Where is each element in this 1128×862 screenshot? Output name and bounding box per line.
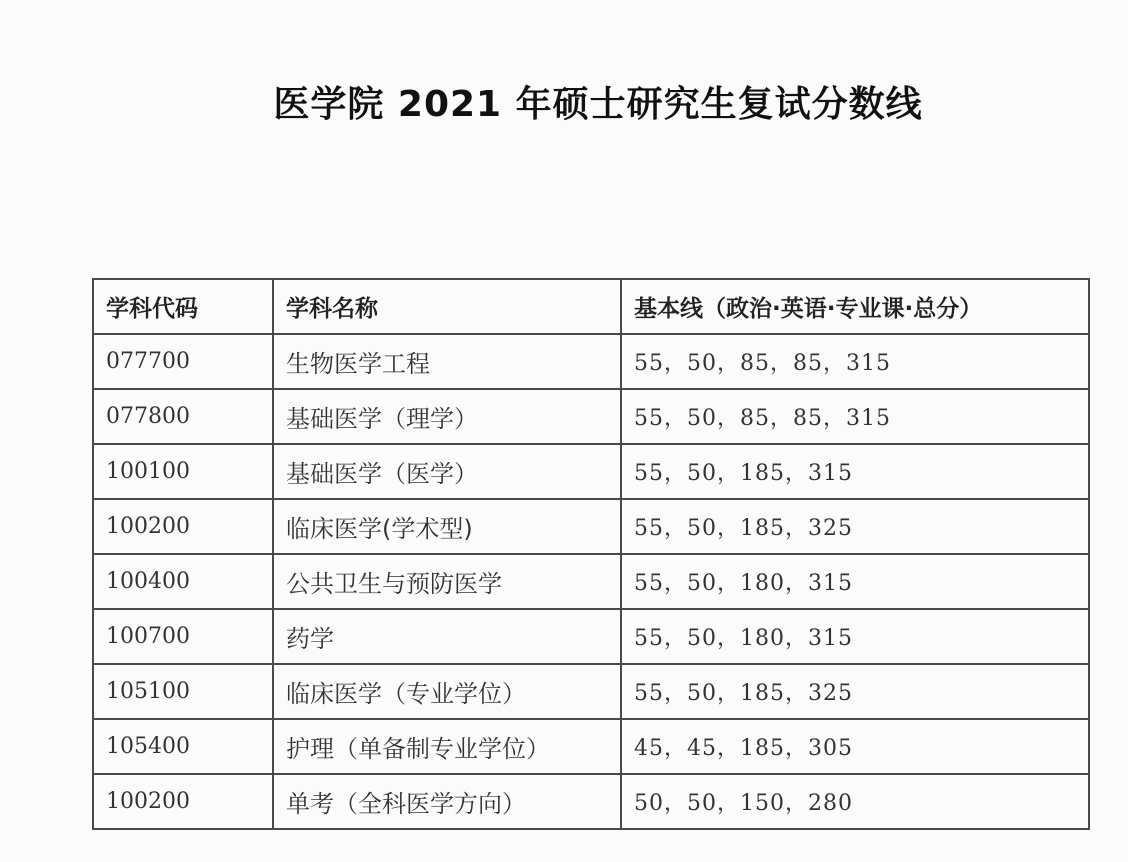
- subject-code-cell: 105100: [93, 664, 273, 719]
- baseline-score-cell: 55，50，85，85，315: [621, 334, 1089, 389]
- subject-name-cell: 临床医学(学术型): [273, 499, 621, 554]
- baseline-score-cell: 45，45，185，305: [621, 719, 1089, 774]
- subject-name-cell: 护理（单备制专业学位）: [273, 719, 621, 774]
- subject-name-cell: 基础医学（理学）: [273, 389, 621, 444]
- subject-name-cell: 单考（全科医学方向）: [273, 774, 621, 829]
- header-subject-name: 学科名称: [273, 279, 621, 334]
- subject-code-cell: 100200: [93, 774, 273, 829]
- table-row: [93, 664, 1089, 719]
- subject-code-cell: 100700: [93, 609, 273, 664]
- subject-code-cell: 100200: [93, 499, 273, 554]
- subject-code-cell: 100400: [93, 554, 273, 609]
- page-title: 医学院 2021 年硕士研究生复试分数线: [273, 84, 923, 125]
- subject-name-cell: 临床医学（专业学位）: [273, 664, 621, 719]
- baseline-score-cell: 55，50，180，315: [621, 609, 1089, 664]
- baseline-score-cell: 50，50，150，280: [621, 774, 1089, 829]
- table-row: [93, 719, 1089, 774]
- subject-code-cell: 105400: [93, 719, 273, 774]
- header-baseline-scores: 基本线（政治·英语·专业课·总分）: [621, 279, 1089, 334]
- table-header-row: [93, 279, 1089, 334]
- subject-code-cell: 100100: [93, 444, 273, 499]
- score-table: [92, 278, 1090, 830]
- subject-name-cell: 公共卫生与预防医学: [273, 554, 621, 609]
- table-row: [93, 444, 1089, 499]
- subject-name-cell: 生物医学工程: [273, 334, 621, 389]
- table-row: [93, 774, 1089, 829]
- subject-code-cell: 077800: [93, 389, 273, 444]
- table-row: [93, 499, 1089, 554]
- baseline-score-cell: 55，50，185，315: [621, 444, 1089, 499]
- baseline-score-cell: 55，50，85，85，315: [621, 389, 1089, 444]
- table-row: [93, 389, 1089, 444]
- table-row: [93, 554, 1089, 609]
- baseline-score-cell: 55，50，185，325: [621, 499, 1089, 554]
- subject-name-cell: 基础医学（医学）: [273, 444, 621, 499]
- header-subject-code: 学科代码: [93, 279, 273, 334]
- baseline-score-cell: 55，50，180，315: [621, 554, 1089, 609]
- table-row: [93, 334, 1089, 389]
- subject-code-cell: 077700: [93, 334, 273, 389]
- subject-name-cell: 药学: [273, 609, 621, 664]
- table-row: [93, 609, 1089, 664]
- baseline-score-cell: 55，50，185，325: [621, 664, 1089, 719]
